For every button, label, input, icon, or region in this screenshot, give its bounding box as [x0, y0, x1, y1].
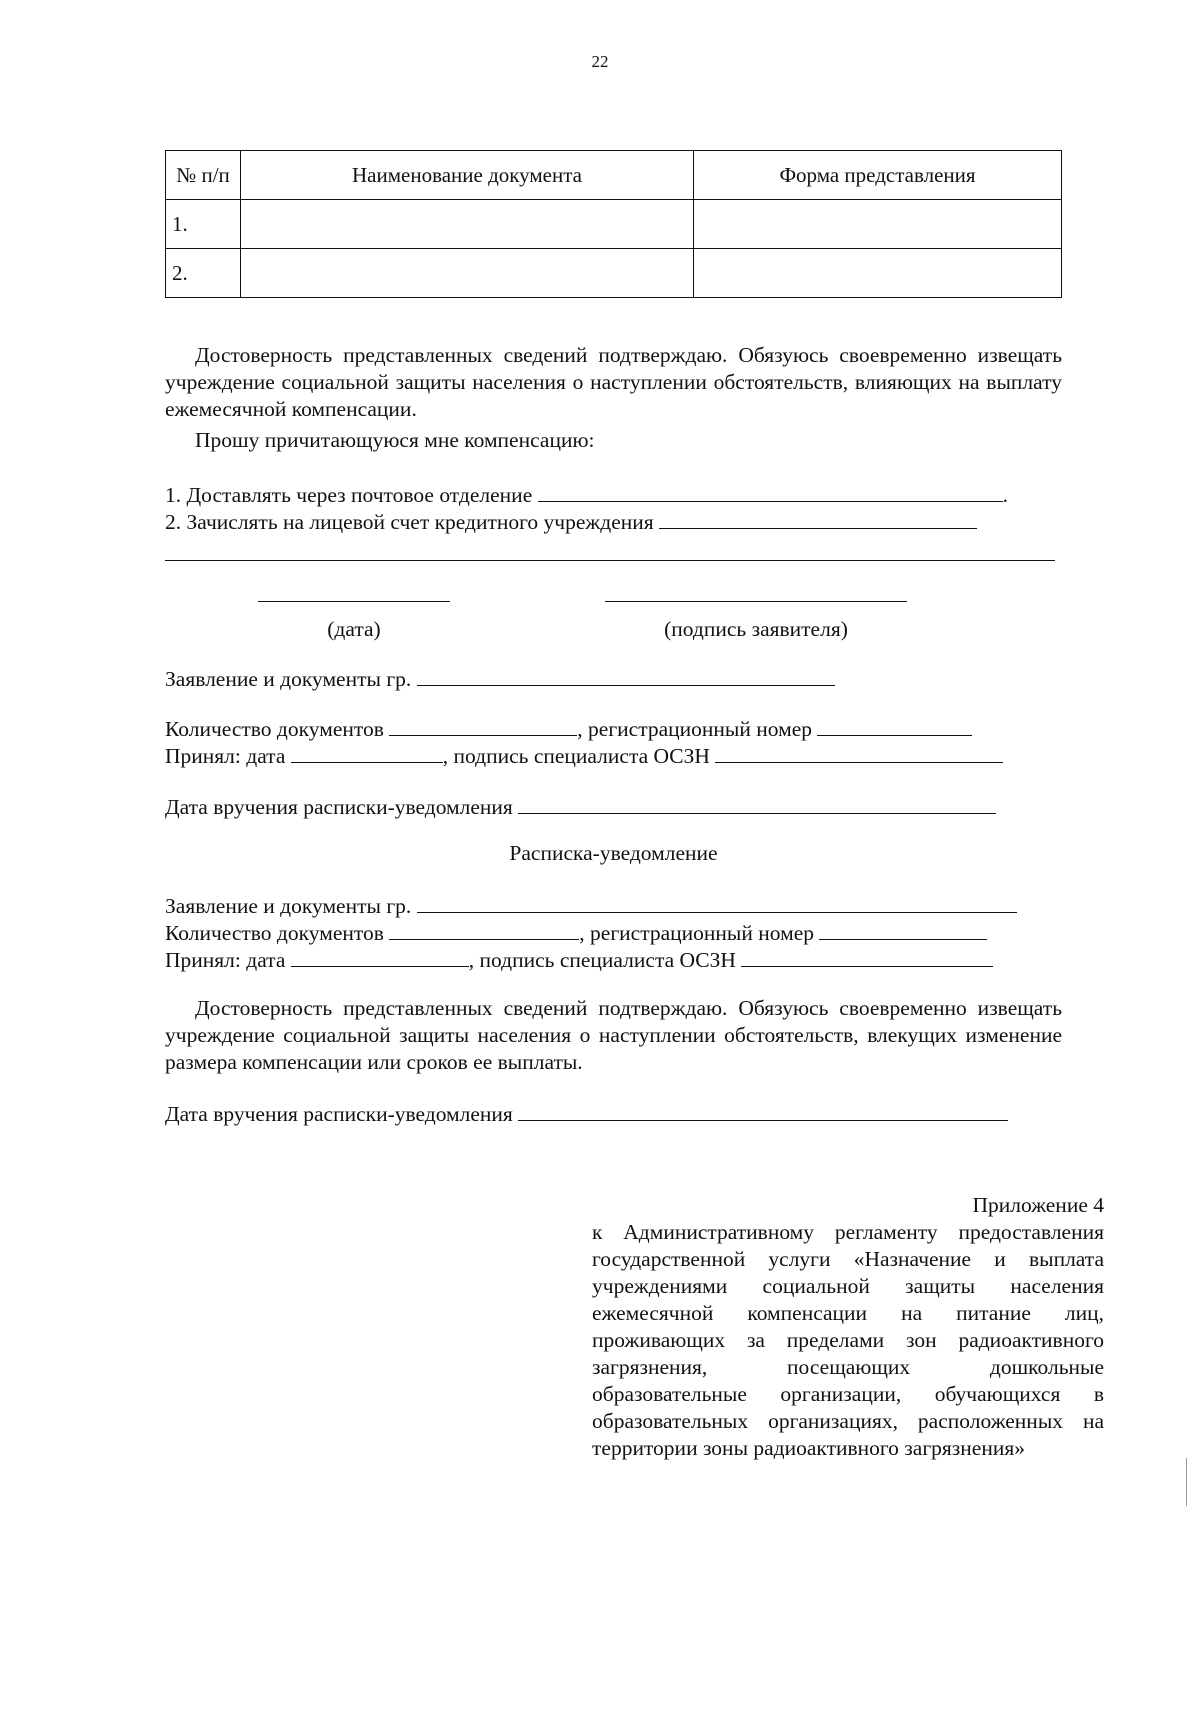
signature-caption: (подпись заявителя) — [664, 617, 848, 641]
statement-paragraph: Достоверность представленных сведений подтверждаю. Обязуюсь своевременно извещать учреждение социальной защиты населения о наступлении обстоятельств, влияющих на выплату ежемесячной компенсации. — [165, 343, 1062, 421]
intake-specialist-label: , подпись специалиста ОСЗН — [442, 744, 710, 768]
receipt-delivery-label: Дата вручения расписки-уведомления — [165, 1102, 513, 1126]
intake-applicant-field[interactable] — [417, 665, 835, 686]
intake-count-field[interactable] — [389, 715, 577, 736]
receipt-specialist-field[interactable] — [741, 946, 993, 967]
intake-specialist-field[interactable] — [715, 742, 1003, 763]
col-header-document-name: Наименование документа — [241, 151, 694, 200]
table-row — [166, 249, 1062, 298]
receipt-date-field[interactable] — [291, 946, 469, 967]
receipt-applicant-field[interactable] — [417, 892, 1017, 913]
option-bank-label: 2. Зачислять на лицевой счет кредитного учреждения — [165, 510, 654, 534]
bank-account-field-continued[interactable] — [165, 560, 1055, 561]
option-postal-label: 1. Доставлять через почтовое отделение — [165, 483, 533, 507]
receipt-specialist-label: , подпись специалиста ОСЗН — [468, 948, 736, 972]
scan-edge-mark — [1186, 1458, 1187, 1506]
option-bank — [165, 508, 977, 536]
row-form[interactable] — [694, 200, 1062, 249]
appendix-text: к Административному регламенту предоставления государственной услуги «Назначение и выплата учреждениями социальной защиты населения ежемесячной компенсации на питание лиц, проживающих за пределами зон радиоактивного загрязнения, посещающих дошкольные образовательные организации, обучающихся в образовательных организациях, расположенных на территории зоны радиоактивного загрязнения» — [592, 1220, 1104, 1460]
intake-reg-field[interactable] — [817, 715, 972, 736]
receipt-delivery-field[interactable] — [518, 1100, 1008, 1121]
receipt-accepted-row — [165, 946, 993, 974]
documents-table — [165, 150, 1062, 298]
table-row — [166, 200, 1062, 249]
option-postal: 1. Доставлять через почтовое отделение . — [165, 483, 1008, 507]
payment-request: Прошу причитающуюся мне компенсацию: — [195, 428, 595, 452]
table-header-row — [166, 151, 1062, 200]
intake-accepted-row — [165, 742, 1003, 770]
receipt-accepted-label: Принял: дата — [165, 948, 286, 972]
page-number: 22 — [591, 52, 609, 71]
receipt-applicant-label: Заявление и документы гр. — [165, 894, 412, 918]
receipt-statement: Достоверность представленных сведений подтверждаю. Обязуюсь своевременно извещать учреждение социальной защиты населения о наступлении обстоятельств, влекущих изменение размера компенсации или сроков ее выплаты. — [165, 996, 1062, 1074]
receipt-count-label: Количество документов — [165, 921, 384, 945]
col-header-form: Форма представления — [694, 151, 1062, 200]
receipt-reg-label: , регистрационный номер — [579, 921, 814, 945]
row-form[interactable] — [694, 249, 1062, 298]
intake-delivery-row — [165, 793, 996, 821]
postal-office-field[interactable] — [538, 481, 1003, 502]
row-number: 1. — [166, 200, 241, 249]
date-signature-line[interactable] — [258, 601, 450, 602]
receipt-reg-field[interactable] — [819, 919, 987, 940]
intake-applicant — [165, 665, 835, 693]
row-document-name[interactable] — [241, 249, 694, 298]
intake-delivery-label: Дата вручения расписки-уведомления — [165, 795, 513, 819]
appendix-block — [592, 1192, 1104, 1462]
applicant-signature-line[interactable] — [605, 601, 907, 602]
col-header-number: № п/п — [166, 151, 241, 200]
intake-applicant-label: Заявление и документы гр. — [165, 667, 412, 691]
date-caption: (дата) — [327, 617, 381, 641]
receipt-count-field[interactable] — [389, 919, 579, 940]
row-number: 2. — [166, 249, 241, 298]
receipt-applicant — [165, 892, 1017, 920]
receipt-delivery-row — [165, 1100, 1008, 1128]
row-document-name[interactable] — [241, 200, 694, 249]
appendix-title: Приложение 4 — [972, 1193, 1104, 1217]
intake-count-label: Количество документов — [165, 717, 384, 741]
bank-account-field[interactable] — [659, 508, 977, 529]
intake-delivery-field[interactable] — [518, 793, 996, 814]
intake-accepted-label: Принял: дата — [165, 744, 286, 768]
intake-reg-label: , регистрационный номер — [577, 717, 812, 741]
receipt-count-row — [165, 919, 987, 947]
intake-date-field[interactable] — [291, 742, 443, 763]
receipt-title: Расписка-уведомление — [509, 841, 718, 865]
intake-count-row — [165, 715, 972, 743]
